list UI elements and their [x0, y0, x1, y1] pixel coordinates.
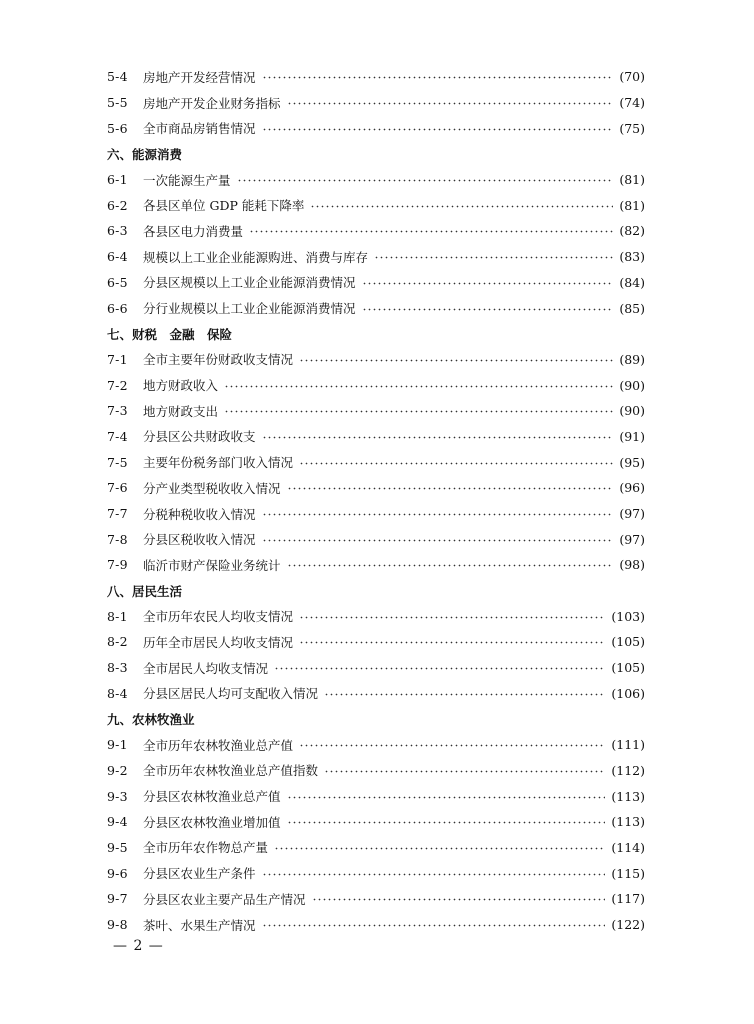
- entry-title: 主要年份税务部门收入情况: [143, 455, 294, 471]
- entry-title: 全市历年农民人均收支情况: [143, 609, 294, 625]
- section-title: 七、财税 金融 保险: [107, 326, 233, 342]
- toc-entry: [107, 912, 645, 938]
- entry-title: 各县区单位 GDP 能耗下降率: [143, 198, 305, 214]
- entry-title: 全市居民人均收支情况: [143, 660, 269, 676]
- entry-title: 分县区税收收入情况: [143, 532, 256, 548]
- entry-page-number: (82): [619, 223, 645, 239]
- entry-page-number: (122): [611, 917, 645, 933]
- toc-entry: [107, 244, 645, 270]
- entry-title: 分县区农林牧渔业总产值: [143, 789, 281, 805]
- entry-page-number: (84): [619, 274, 645, 290]
- toc-entry: [107, 603, 645, 629]
- dot-leader: [324, 693, 605, 696]
- toc-entry: [107, 758, 645, 784]
- toc-section-heading: [107, 706, 645, 732]
- entry-page-number: (89): [619, 351, 645, 367]
- toc-entry: [107, 860, 645, 886]
- entry-number: 6-6: [107, 300, 128, 316]
- entry-title: 全市历年农林牧渔业总产值指数: [143, 763, 319, 779]
- toc-entry: [107, 192, 645, 218]
- dot-leader: [274, 667, 605, 670]
- entry-number: 9-4: [107, 814, 128, 830]
- toc-entry: [107, 809, 645, 835]
- dot-leader: [287, 796, 606, 799]
- toc-section-heading: [107, 578, 645, 604]
- toc-entry: [107, 424, 645, 450]
- toc-entry: [107, 449, 645, 475]
- entry-page-number: (81): [619, 172, 645, 188]
- table-of-contents: [107, 64, 645, 937]
- dot-leader: [312, 898, 606, 901]
- entry-title: 分县区居民人均可支配收入情况: [143, 686, 319, 702]
- dot-leader: [262, 873, 606, 876]
- entry-number: 6-4: [107, 249, 128, 265]
- dot-leader: [287, 821, 606, 824]
- entry-page-number: (95): [619, 454, 645, 470]
- entry-number: 8-4: [107, 685, 128, 701]
- entry-number: 8-1: [107, 608, 128, 624]
- entry-title: 分县区农业生产条件: [143, 866, 256, 882]
- entry-page-number: (97): [619, 531, 645, 547]
- entry-title: 分县区规模以上工业企业能源消费情况: [143, 275, 356, 291]
- dot-leader: [362, 282, 614, 285]
- toc-entry: [107, 167, 645, 193]
- entry-page-number: (111): [611, 737, 645, 753]
- entry-page-number: (112): [611, 762, 645, 778]
- entry-title: 分行业规模以上工业企业能源消费情况: [143, 301, 356, 317]
- toc-entry: [107, 629, 645, 655]
- toc-entry: [107, 372, 645, 398]
- entry-page-number: (74): [619, 95, 645, 111]
- entry-number: 9-8: [107, 917, 128, 933]
- entry-title: 各县区电力消费量: [143, 223, 244, 239]
- entry-number: 6-2: [107, 197, 128, 213]
- entry-title: 分县区农林牧渔业增加值: [143, 814, 281, 830]
- entry-title: 分县区公共财政收支: [143, 429, 256, 445]
- entry-number: 7-2: [107, 377, 128, 393]
- dot-leader: [274, 847, 605, 850]
- entry-number: 8-3: [107, 660, 128, 676]
- entry-number: 7-1: [107, 351, 128, 367]
- dot-leader: [362, 308, 614, 311]
- dot-leader: [299, 616, 605, 619]
- entry-number: 7-4: [107, 428, 128, 444]
- dot-leader: [287, 102, 614, 105]
- entry-title: 规模以上工业企业能源购进、消费与库存: [143, 249, 369, 265]
- entry-number: 6-3: [107, 223, 128, 239]
- entry-title: 全市商品房销售情况: [143, 121, 256, 137]
- toc-entry: [107, 886, 645, 912]
- toc-entry: [107, 835, 645, 861]
- entry-number: 7-3: [107, 403, 128, 419]
- entry-title: 一次能源生产量: [143, 172, 231, 188]
- toc-entry: [107, 347, 645, 373]
- section-title: 九、农林牧渔业: [107, 712, 195, 728]
- entry-title: 房地产开发企业财务指标: [143, 95, 281, 111]
- dot-leader: [249, 230, 613, 233]
- entry-number: 7-8: [107, 531, 128, 547]
- entry-page-number: (90): [619, 403, 645, 419]
- entry-number: 5-6: [107, 120, 128, 136]
- entry-number: 7-5: [107, 454, 128, 470]
- dot-leader: [299, 359, 613, 362]
- dot-leader: [224, 410, 613, 413]
- dot-leader: [237, 179, 614, 182]
- page-number: — 2 —: [113, 938, 164, 954]
- toc-entry: [107, 270, 645, 296]
- toc-entry: [107, 681, 645, 707]
- dot-leader: [224, 385, 613, 388]
- dot-leader: [262, 924, 606, 927]
- entry-page-number: (85): [619, 300, 645, 316]
- entry-page-number: (75): [619, 120, 645, 136]
- entry-number: 9-7: [107, 891, 128, 907]
- entry-number: 7-9: [107, 557, 128, 573]
- toc-section-heading: [107, 141, 645, 167]
- dot-leader: [262, 436, 614, 439]
- entry-page-number: (98): [619, 557, 645, 573]
- dot-leader: [299, 462, 613, 465]
- toc-section-heading: [107, 321, 645, 347]
- dot-leader: [287, 487, 614, 490]
- toc-entry: [107, 295, 645, 321]
- entry-title: 地方财政支出: [143, 403, 219, 419]
- toc-entry: [107, 475, 645, 501]
- entry-number: 8-2: [107, 634, 128, 650]
- entry-number: 9-5: [107, 839, 128, 855]
- entry-page-number: (113): [611, 788, 645, 804]
- section-title: 八、居民生活: [107, 583, 183, 599]
- entry-number: 5-4: [107, 69, 128, 85]
- dot-leader: [299, 744, 605, 747]
- entry-title: 全市主要年份财政收支情况: [143, 352, 294, 368]
- entry-title: 临沂市财产保险业务统计: [143, 557, 281, 573]
- dot-leader: [324, 770, 605, 773]
- entry-number: 9-2: [107, 762, 128, 778]
- entry-number: 6-5: [107, 274, 128, 290]
- entry-page-number: (96): [619, 480, 645, 496]
- entry-title: 茶叶、水果生产情况: [143, 917, 256, 933]
- entry-number: 9-3: [107, 788, 128, 804]
- entry-page-number: (103): [611, 608, 645, 624]
- entry-title: 历年全市居民人均收支情况: [143, 634, 294, 650]
- dot-leader: [374, 256, 613, 259]
- toc-entry: [107, 64, 645, 90]
- entry-number: 7-7: [107, 506, 128, 522]
- entry-title: 分税种税收收入情况: [143, 506, 256, 522]
- dot-leader: [262, 539, 614, 542]
- entry-title: 全市历年农林牧渔业总产值: [143, 737, 294, 753]
- entry-number: 6-1: [107, 172, 128, 188]
- entry-page-number: (91): [619, 428, 645, 444]
- toc-entry: [107, 218, 645, 244]
- entry-title: 房地产开发经营情况: [143, 69, 256, 85]
- entry-page-number: (105): [611, 660, 645, 676]
- entry-title: 全市历年农作物总产量: [143, 840, 269, 856]
- toc-entry: [107, 655, 645, 681]
- dot-leader: [262, 128, 614, 131]
- entry-page-number: (70): [619, 69, 645, 85]
- entry-title: 分县区农业主要产品生产情况: [143, 891, 306, 907]
- toc-entry: [107, 398, 645, 424]
- entry-number: 9-6: [107, 865, 128, 881]
- toc-entry: [107, 90, 645, 116]
- toc-entry: [107, 783, 645, 809]
- entry-title: 地方财政收入: [143, 378, 219, 394]
- dot-leader: [262, 513, 614, 516]
- entry-number: 5-5: [107, 95, 128, 111]
- entry-page-number: (105): [611, 634, 645, 650]
- entry-page-number: (90): [619, 377, 645, 393]
- entry-page-number: (117): [611, 891, 645, 907]
- toc-entry: [107, 115, 645, 141]
- entry-page-number: (81): [619, 197, 645, 213]
- entry-page-number: (97): [619, 506, 645, 522]
- entry-page-number: (83): [619, 249, 645, 265]
- dot-leader: [299, 641, 605, 644]
- dot-leader: [310, 205, 613, 208]
- entry-page-number: (115): [611, 865, 645, 881]
- toc-entry: [107, 732, 645, 758]
- entry-page-number: (114): [611, 839, 645, 855]
- toc-entry: [107, 526, 645, 552]
- toc-entry: [107, 552, 645, 578]
- toc-entry: [107, 501, 645, 527]
- section-title: 六、能源消费: [107, 146, 183, 162]
- entry-page-number: (113): [611, 814, 645, 830]
- entry-number: 7-6: [107, 480, 128, 496]
- dot-leader: [287, 564, 614, 567]
- entry-title: 分产业类型税收收入情况: [143, 480, 281, 496]
- dot-leader: [262, 76, 614, 79]
- entry-number: 9-1: [107, 737, 128, 753]
- entry-page-number: (106): [611, 685, 645, 701]
